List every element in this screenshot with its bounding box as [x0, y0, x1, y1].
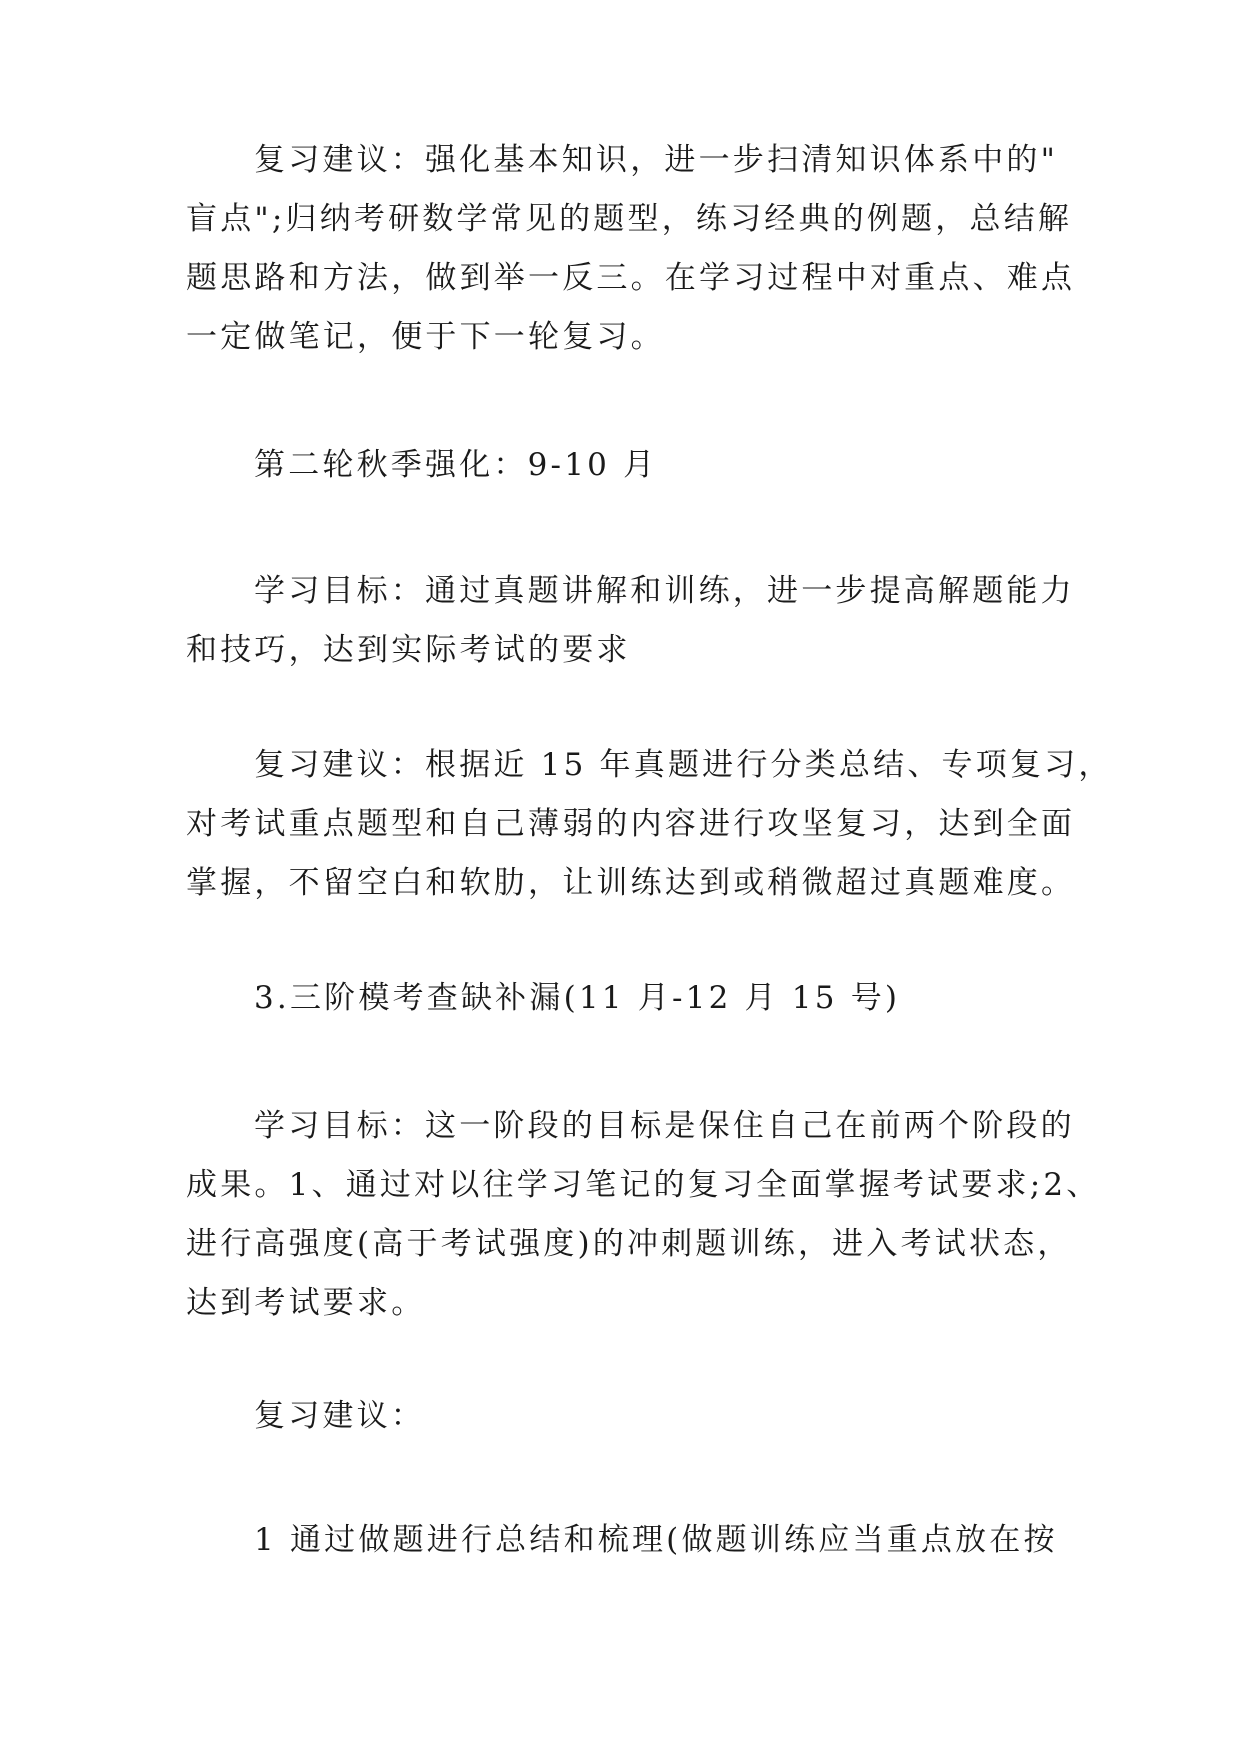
text-line: 第二轮秋季强化：9-10 月 [254, 447, 658, 483]
text-line: 复习建议：根据近 15 年真题进行分类总结、专项复习， [254, 747, 1113, 783]
text-line: 对考试重点题型和自己薄弱的内容进行攻坚复习，达到全面 [186, 806, 1076, 842]
text-line: 复习建议：强化基本知识，进一步扫清知识体系中的" [254, 142, 1059, 178]
text-line: 一定做笔记，便于下一轮复习。 [186, 319, 665, 355]
text-line: 成果。1、通过对以往学习笔记的复习全面掌握考试要求;2、 [186, 1167, 1101, 1203]
text-line: 1 通过做题进行总结和梳理(做题训练应当重点放在按 [254, 1522, 1058, 1558]
text-line: 盲点";归纳考研数学常见的题型，练习经典的例题，总结解 [186, 201, 1073, 237]
paragraph-review-advice-2 [186, 736, 1113, 913]
paragraph-learning-goal-3 [186, 1097, 1101, 1333]
text-line: 进行高强度(高于考试强度)的冲刺题训练，进入考试状态， [186, 1226, 1072, 1262]
text-line: 复习建议： [254, 1398, 425, 1434]
text-line: 题思路和方法，做到举一反三。在学习过程中对重点、难点 [186, 260, 1076, 296]
text-line: 和技巧，达到实际考试的要求 [186, 632, 631, 668]
paragraph-review-advice-1 [186, 131, 1076, 367]
heading-second-round [186, 436, 1066, 495]
text-line: 掌握，不留空白和软肋，让训练达到或稍微超过真题难度。 [186, 865, 1076, 901]
heading-third-stage [186, 969, 1066, 1028]
paragraph-item-1 [186, 1511, 1066, 1570]
text-line: 学习目标：通过真题讲解和训练，进一步提高解题能力 [254, 573, 1075, 609]
text-line: 学习目标：这一阶段的目标是保住自己在前两个阶段的 [254, 1108, 1075, 1144]
text-line: 3.三阶模考查缺补漏(11 月-12 月 15 号) [254, 980, 901, 1016]
text-line: 达到考试要求。 [186, 1285, 426, 1321]
paragraph-learning-goal-2 [186, 562, 1075, 680]
heading-review-advice-3 [186, 1387, 1066, 1446]
